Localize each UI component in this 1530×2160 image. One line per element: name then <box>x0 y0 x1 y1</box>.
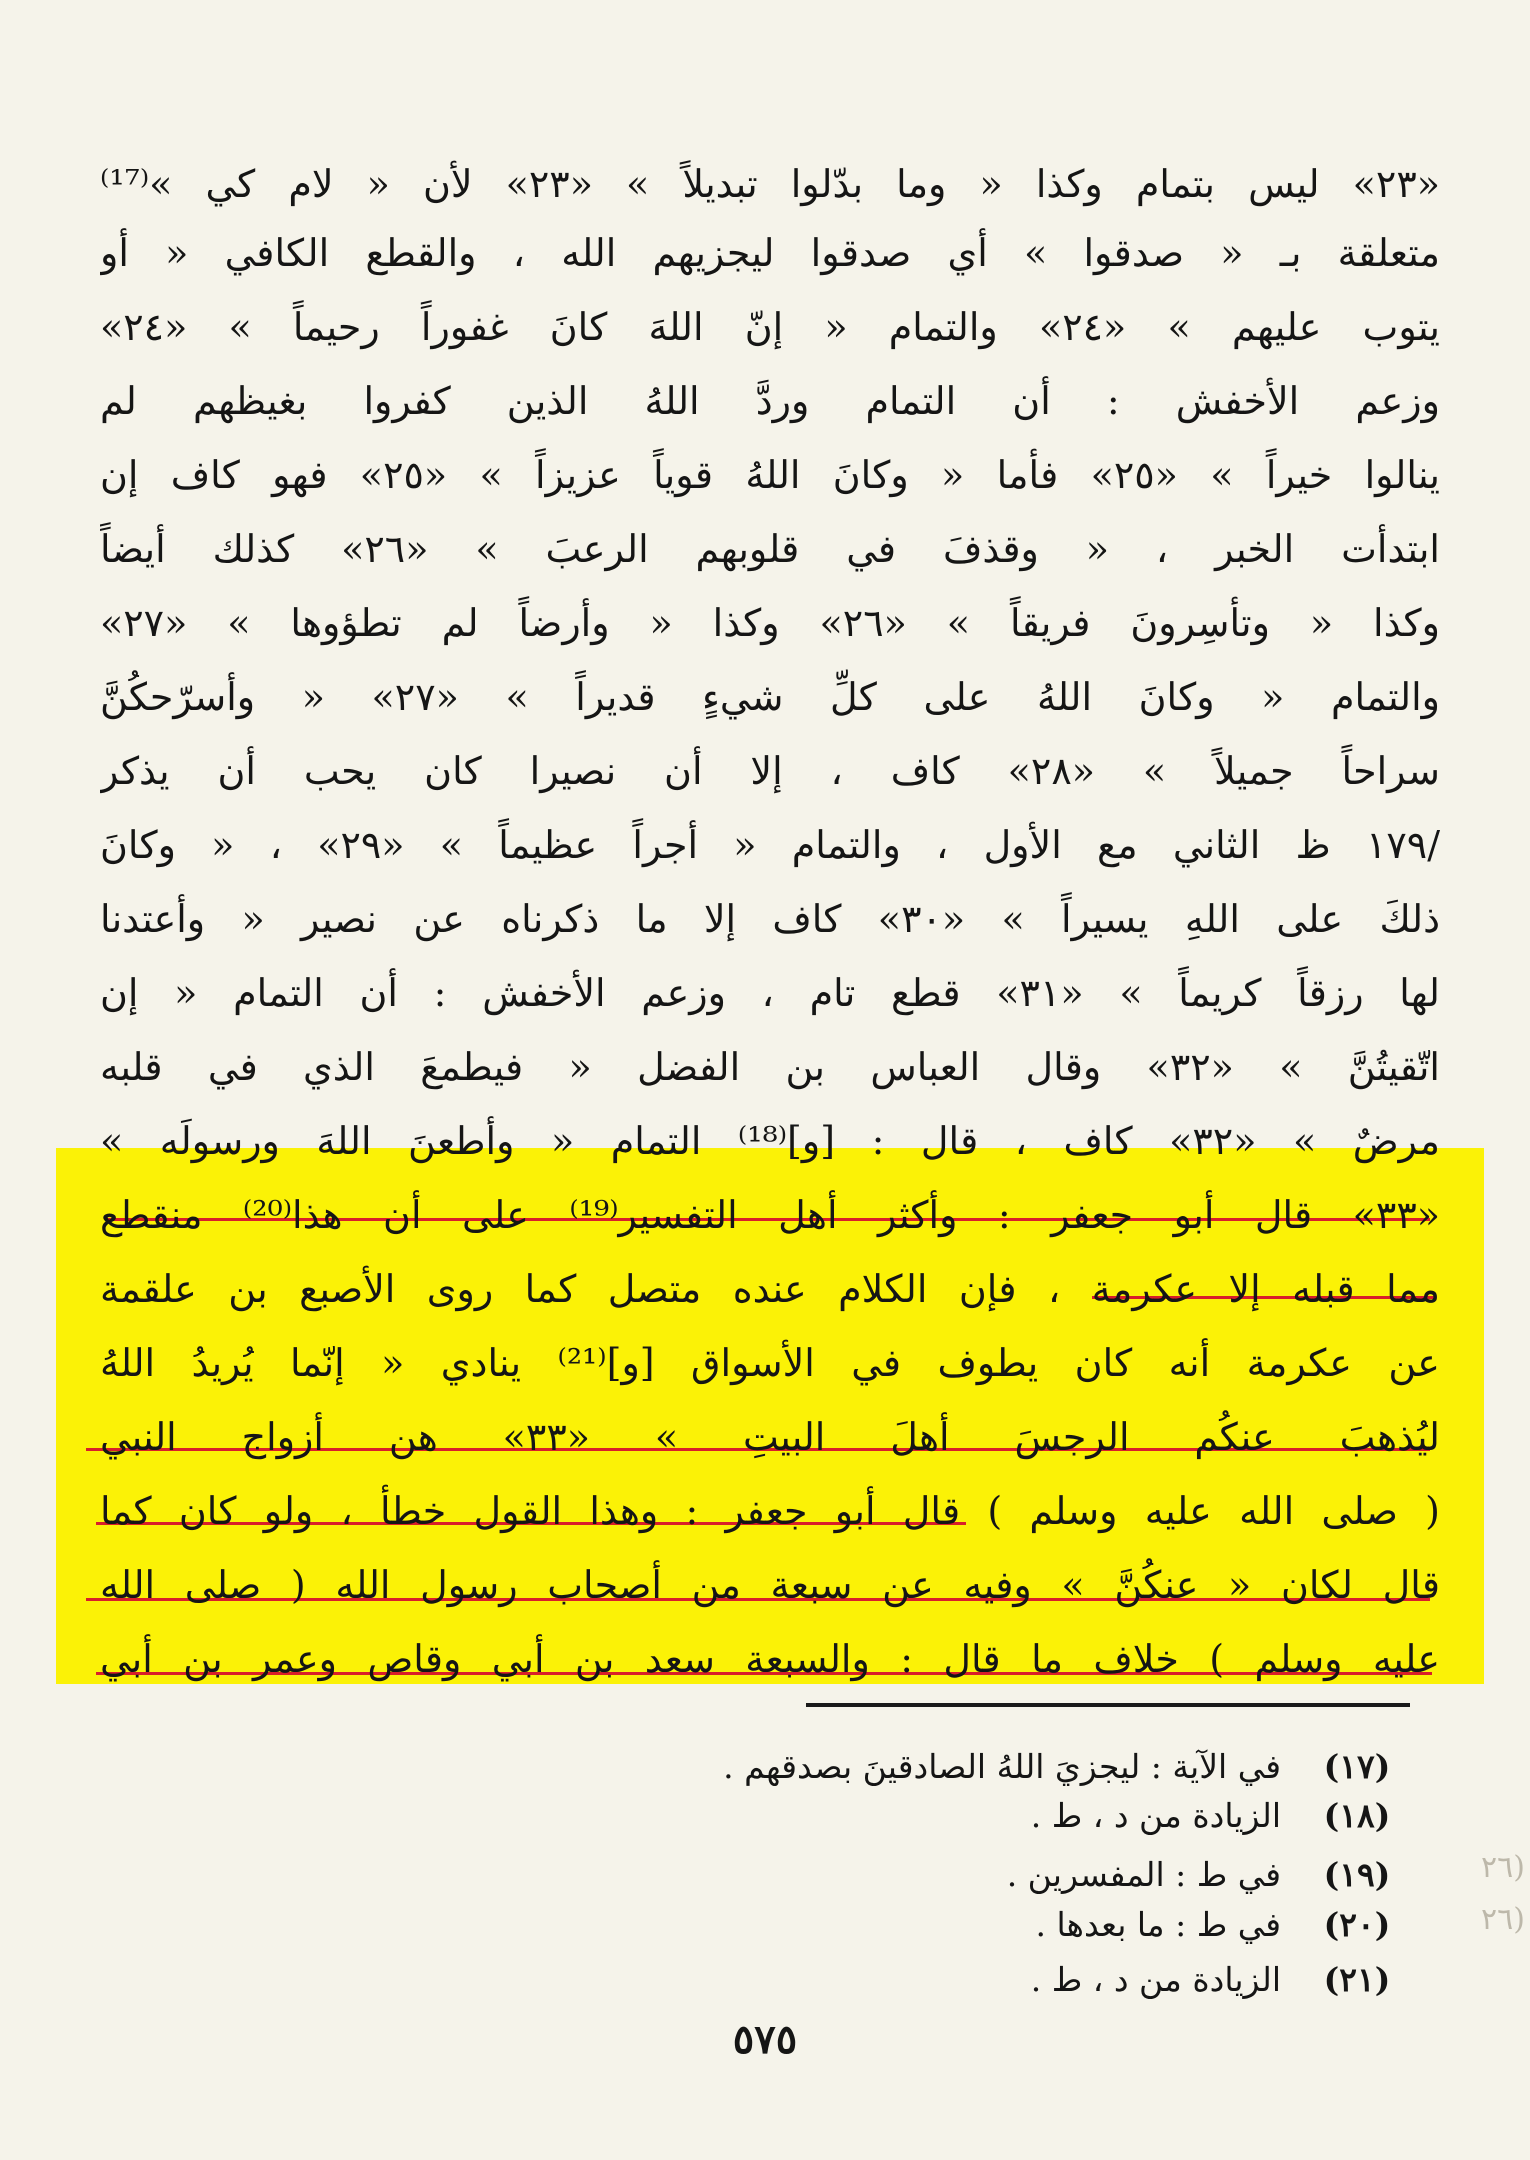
text-line-6: ابتدأت الخبر ، « وقذفَ في قلوبهم الرعبَ » «٢٦» كذلك أيضاً <box>100 527 1440 571</box>
text-line-8: والتمام « وكانَ اللهُ على كلِّ شيءٍ قديراً » «٢٧» « وأسرّحكُنَّ <box>100 675 1440 719</box>
footnote-number: (١٩) <box>1323 1855 1391 1894</box>
text-line-16: مما قبله إلا عكرمة ، فإن الكلام عنده متصل كما روى الأصبع بن علقمة <box>100 1267 1440 1311</box>
footnote-text: الزيادة من د ، ط . <box>1030 1796 1281 1835</box>
footnote-number: (١٧) <box>1323 1747 1391 1786</box>
bleed-through-mark: (٢٦ <box>1481 1850 1525 1885</box>
text-line-18: ليُذهبَ عنكُم الرجسَ أهلَ البيتِ » «٣٣» هن أزواج النبي <box>100 1415 1440 1459</box>
text-line-10: /١٧٩ ظ الثاني مع الأول ، والتمام « أجراً عظيماً » «٢٩» ، « وكانَ <box>100 823 1440 867</box>
text-line-4: وزعم الأخفش : أن التمام وردَّ اللهُ الذين كفروا بغيظهم لم <box>100 379 1440 423</box>
footnote-text: في ط : ما بعدها . <box>1035 1905 1281 1944</box>
text-line-14: مرضٌ » «٣٢» كاف ، قال : [و]⁽¹⁸⁾ التمام « وأطعنَ اللهَ ورسولَه » <box>100 1119 1440 1163</box>
text-line-7: وكذا « وتأسِرونَ فريقاً » «٢٦» وكذا « وأرضاً لم تطؤوها » «٢٧» <box>100 601 1440 645</box>
text-line-13: اتّقيتُنَّ » «٣٢» وقال العباس بن الفضل « فيطمعَ الذي في قلبه <box>100 1045 1440 1089</box>
page-number: ٥٧٥ <box>732 2016 798 2063</box>
footnote-text: الزيادة من د ، ط . <box>1030 1960 1281 1999</box>
text-line-21: عليه وسلم ) خلاف ما قال : والسبعة سعد بن أبي وقاص وعمر بن أبي <box>100 1637 1440 1681</box>
footnote-17 <box>350 1744 1405 1790</box>
footnote-number: (٢٠) <box>1323 1905 1391 1944</box>
text-line-2: متعلقة بـ « صدقوا » أي صدقوا ليجزيهم الله ، والقطع الكافي « أو <box>100 231 1440 275</box>
footnote-18 <box>350 1793 1405 1839</box>
footnote-text: في ط : المفسرين . <box>1006 1855 1281 1894</box>
footnote-20 <box>350 1902 1405 1948</box>
text-line-15: «٣٣» قال أبو جعفر : وأكثر أهل التفسير⁽¹⁹⁾ على أن هذا⁽²⁰⁾ منقطع <box>100 1193 1440 1237</box>
text-line-1: «٢٣» ليس بتمام وكذا « وما بدّلوا تبديلاً » «٢٣» لأن « لام كي »⁽¹⁷⁾ <box>100 162 1440 206</box>
footnote-divider <box>806 1703 1410 1707</box>
footnote-text: في الآية : ليجزيَ اللهُ الصادقينَ بصدقهم . <box>723 1747 1281 1786</box>
bleed-through-mark: (٢٦ <box>1481 1902 1525 1937</box>
footnote-21 <box>350 1957 1405 2003</box>
text-line-17: عن عكرمة أنه كان يطوف في الأسواق [و]⁽²¹⁾ ينادي « إنّما يُريدُ اللهُ <box>100 1341 1440 1385</box>
text-line-20: قال لكان « عنكُنَّ » وفيه عن سبعة من أصحاب رسول الله ( صلى الله <box>100 1563 1440 1607</box>
text-line-12: لها رزقاً كريماً » «٣١» قطع تام ، وزعم الأخفش : أن التمام « إن <box>100 971 1440 1015</box>
footnote-number: (٢١) <box>1323 1960 1391 1999</box>
text-line-3: يتوب عليهم » «٢٤» والتمام « إنّ اللهَ كانَ غفوراً رحيماً » «٢٤» <box>100 305 1440 349</box>
text-line-9: سراحاً جميلاً » «٢٨» كاف ، إلا أن نصيرا كان يحب أن يذكر <box>100 749 1440 793</box>
footnote-19 <box>350 1852 1405 1898</box>
text-line-11: ذلكَ على اللهِ يسيراً » «٣٠» كاف إلا ما ذكرناه عن نصير « وأعتدنا <box>100 897 1440 941</box>
text-line-19: ( صلى الله عليه وسلم ) قال أبو جعفر : وهذا القول خطأ ، ولو كان كما <box>100 1489 1440 1533</box>
text-line-5: ينالوا خيراً » «٢٥» فأما « وكانَ اللهُ قوياً عزيزاً » «٢٥» فهو كاف إن <box>100 453 1440 497</box>
footnote-number: (١٨) <box>1323 1796 1391 1835</box>
